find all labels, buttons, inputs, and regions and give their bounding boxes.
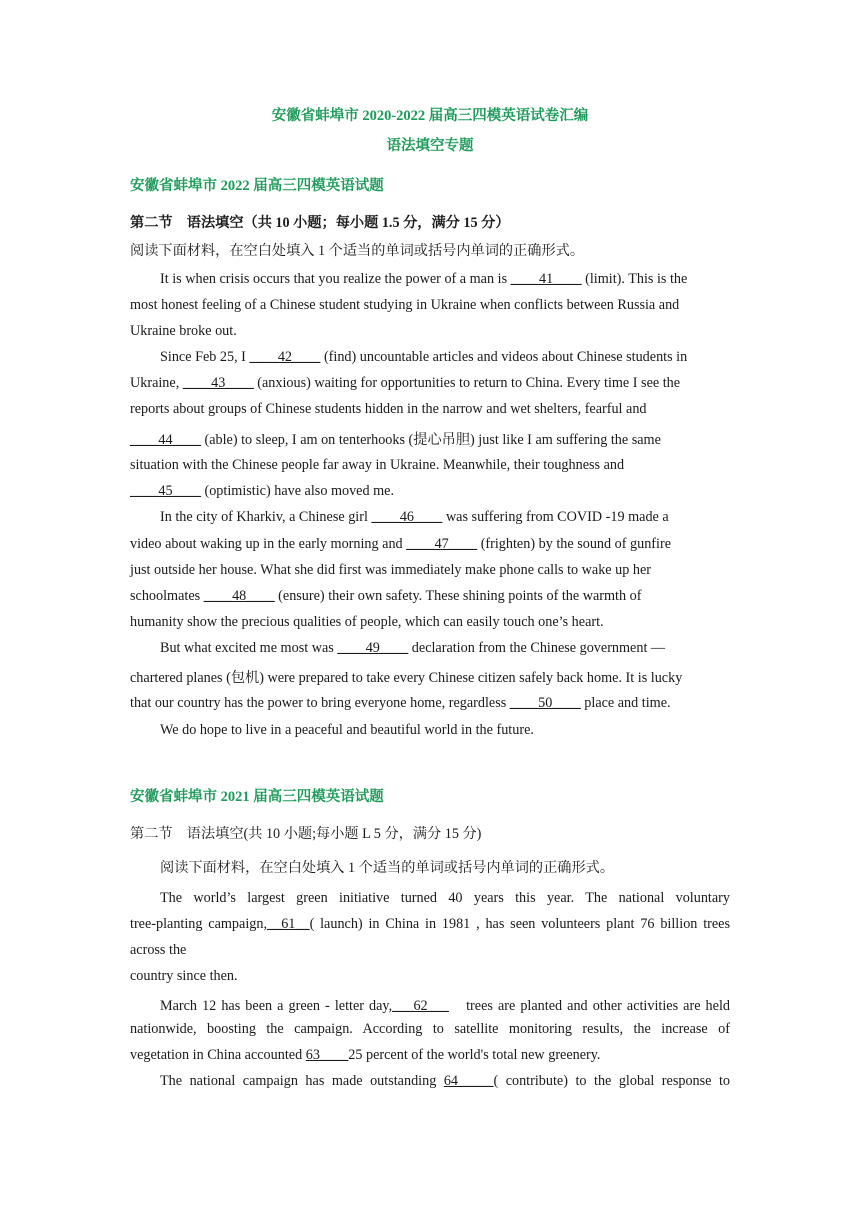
text-line: humanity show the precious qualities of people, which can easily touch one’s heart. <box>130 614 604 630</box>
text-line <box>130 695 671 712</box>
blank-46: ____46____ <box>371 509 443 525</box>
text-span: The national campaign has made outstanding <box>160 1073 444 1089</box>
text-line: nationwide, boosting the campaign. According to satellite monitoring results, the increase of <box>130 1021 730 1037</box>
text-span: ( contribute) to the global response to <box>493 1073 730 1089</box>
text-span: was suffering from COVID -19 made a <box>442 509 669 525</box>
text-span: But what excited me most was <box>160 640 338 656</box>
text-span: declaration from the Chinese government — <box>408 640 666 656</box>
blank-49: ____49____ <box>337 640 409 656</box>
section-heading-2021: 安徽省蚌埠市 2021 届高三四模英语试题 <box>130 789 384 805</box>
text-line <box>160 349 687 366</box>
text-span: that our country has the power to bring everyone home, regardless <box>130 695 510 711</box>
blank-44: ____44____ <box>130 432 201 448</box>
blank-64: 64_____ <box>443 1073 494 1089</box>
text-line: situation with the Chinese people far away in Ukraine. Meanwhile, their toughness and <box>130 457 625 473</box>
text-span: vegetation in China accounted <box>130 1047 306 1063</box>
text-line: reports about groups of Chinese students hidden in the narrow and wet shelters, fearful and <box>130 401 647 417</box>
text-line: country since then. <box>130 968 238 984</box>
text-line <box>130 483 394 500</box>
text-span: tree-planting campaign, <box>130 916 267 932</box>
blank-61: __61__ <box>267 916 310 932</box>
text-span: (find) uncountable articles and videos about Chinese students in <box>320 349 688 365</box>
blank-47: ____47____ <box>406 536 478 552</box>
blank-42: ____42____ <box>249 349 321 365</box>
text-span: video about waking up in the early morning and <box>130 536 407 552</box>
text-span: (ensure) their own safety. These shining points of the warmth of <box>274 588 642 604</box>
text-span: place and time. <box>580 695 671 711</box>
text-span: (optimistic) have also moved me. <box>200 483 394 499</box>
blank-62: ___62___ <box>392 998 449 1014</box>
text-line: The world’s largest green initiative turned 40 years this year. The national voluntary <box>160 890 730 906</box>
text-span: schoolmates <box>130 588 204 604</box>
blank-41: ____41____ <box>510 271 582 287</box>
blank-45: ____45____ <box>130 483 201 499</box>
text-span: In the city of Kharkiv, a Chinese girl <box>160 509 372 525</box>
document-subtitle: 语法填空专题 <box>386 138 474 154</box>
text-line <box>130 375 680 392</box>
text-line <box>130 588 641 605</box>
blank-50: ____50____ <box>509 695 581 711</box>
text-span: 25 percent of the world's total new greenery. <box>348 1047 601 1063</box>
text-line <box>130 1047 600 1064</box>
text-line: across the <box>130 942 187 958</box>
text-line: just outside her house. What she did first was immediately make phone calls to wake up her <box>130 562 652 578</box>
text-line <box>160 509 669 526</box>
text-line: We do hope to live in a peaceful and beautiful world in the future. <box>160 722 534 738</box>
text-span: Ukraine, <box>130 375 183 391</box>
instruction-2022: 阅读下面材料，在空白处填入 1 个适当的单词或括号内单词的正确形式。 <box>130 243 585 259</box>
text-line <box>160 271 687 288</box>
text-span: (frighten) by the sound of gunfire <box>477 536 671 552</box>
instruction-2021: 阅读下面材料，在空白处填入 1 个适当的单词或括号内单词的正确形式。 <box>160 860 615 876</box>
text-span: (limit). This is the <box>581 271 688 287</box>
text-span: ( launch) in China in 1981 , has seen volunteers plant 76 billion trees <box>309 916 730 932</box>
blank-48: ____48____ <box>203 588 275 604</box>
text-line: most honest feeling of a Chinese student studying in Ukraine when conflicts between Russia and <box>130 297 680 313</box>
blank-43: ____43____ <box>182 375 254 391</box>
text-line: Ukraine broke out. <box>130 323 237 339</box>
section-heading-2022: 安徽省蚌埠市 2022 届高三四模英语试题 <box>130 178 384 194</box>
text-line <box>130 916 730 933</box>
document-title: 安徽省蚌埠市 2020-2022 届高三四模英语试卷汇编 <box>271 108 589 124</box>
part-heading-2021: 第二节 语法填空(共 10 小题;每小题 L 5 分，满分 15 分) <box>130 826 482 842</box>
text-span: It is when crisis occurs that you realize the power of a man is <box>160 271 511 287</box>
text-span: (anxious) waiting for opportunities to return to China. Every time I see the <box>253 375 681 391</box>
text-span: trees are planted and other activities are held <box>448 998 730 1014</box>
text-line <box>130 536 671 553</box>
blank-63: 63____ <box>305 1047 349 1063</box>
part-heading-2022: 第二节 语法填空（共 10 小题；每小题 1.5 分，满分 15 分） <box>130 215 510 231</box>
text-line <box>160 640 665 657</box>
text-line: chartered planes (包机) were prepared to take every Chinese citizen safely back home. It is lucky <box>130 670 683 686</box>
text-span: March 12 has been a green - letter day, <box>160 998 393 1014</box>
text-span: (able) to sleep, I am on tenterhooks (提心吊胆) just like I am suffering the same <box>200 432 661 448</box>
text-line <box>160 1073 730 1090</box>
text-span: Since Feb 25, I <box>160 349 250 365</box>
text-line <box>130 429 661 449</box>
text-line <box>160 995 730 1015</box>
